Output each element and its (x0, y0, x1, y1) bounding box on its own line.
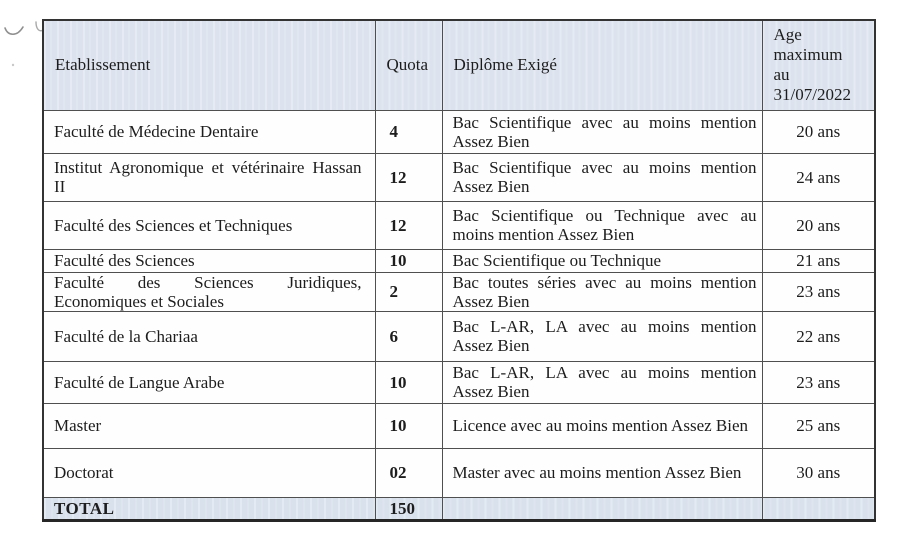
table-row (43, 272, 875, 311)
age-cell: 23 ans (762, 272, 875, 311)
diplome-cell: Bac Scientifique ou Technique (442, 249, 762, 272)
etablissement-cell: Master (43, 403, 375, 448)
age-cell: 20 ans (762, 110, 875, 153)
quota-cell: 4 (375, 110, 442, 153)
column-header-etablissement: Etablissement (43, 20, 375, 110)
quota-cell: 12 (375, 153, 442, 201)
diplome-cell: Licence avec au moins mention Assez Bien (442, 403, 762, 448)
quota-cell: 10 (375, 249, 442, 272)
age-cell: 24 ans (762, 153, 875, 201)
column-header-age-maximum (762, 20, 875, 110)
diplome-cell: Bac Scientifique ou Technique avec au moins mention Assez Bien (442, 201, 762, 249)
diplome-cell: Master avec au moins mention Assez Bien (442, 448, 762, 497)
quota-cell: 10 (375, 361, 442, 403)
quota-cell: 12 (375, 201, 442, 249)
age-cell: 23 ans (762, 361, 875, 403)
quota-cell: 2 (375, 272, 442, 311)
age-cell: 25 ans (762, 403, 875, 448)
total-quota-cell: 150 (375, 497, 442, 520)
table-row (43, 201, 875, 249)
diplome-cell: Bac L-AR, LA avec au moins mention Assez Bien (442, 311, 762, 361)
etablissement-cell: Faculté des Sciences Juridiques, Economiques et Sociales (43, 272, 375, 311)
table-row (43, 153, 875, 201)
quota-cell: 10 (375, 403, 442, 448)
etablissement-cell: Faculté des Sciences et Techniques (43, 201, 375, 249)
etablissement-cell: Faculté des Sciences (43, 249, 375, 272)
total-age-cell-empty (762, 497, 875, 520)
table-row (43, 403, 875, 448)
diplome-cell: Bac Scientifique avec au moins mention Assez Bien (442, 110, 762, 153)
column-header-quota: Quota (375, 20, 442, 110)
total-label-cell: TOTAL (43, 497, 375, 520)
table-row (43, 448, 875, 497)
diplome-cell: Bac Scientifique avec au moins mention Assez Bien (442, 153, 762, 201)
etablissement-cell: Institut Agronomique et vétérinaire Hassan II (43, 153, 375, 201)
etablissement-cell: Faculté de la Chariaa (43, 311, 375, 361)
age-header-line: maximum (773, 45, 843, 65)
etablissement-cell: Doctorat (43, 448, 375, 497)
table-total-row (43, 497, 875, 520)
table-row (43, 311, 875, 361)
age-header-line: Age (773, 25, 802, 45)
diplome-cell: Bac toutes séries avec au moins mention Assez Bien (442, 272, 762, 311)
diplome-cell: Bac L-AR, LA avec au moins mention Assez Bien (442, 361, 762, 403)
age-cell: 30 ans (762, 448, 875, 497)
table-header-row (43, 20, 875, 110)
table-row (43, 110, 875, 153)
table-row (43, 249, 875, 272)
age-header-line: au (773, 65, 790, 85)
quota-cell: 02 (375, 448, 442, 497)
quota-cell: 6 (375, 311, 442, 361)
age-cell: 22 ans (762, 311, 875, 361)
total-diplome-cell-empty (442, 497, 762, 520)
age-cell: 21 ans (762, 249, 875, 272)
etablissement-cell: Faculté de Langue Arabe (43, 361, 375, 403)
table-row (43, 361, 875, 403)
admission-quota-table (42, 19, 876, 522)
age-header-line: 31/07/2022 (773, 85, 851, 105)
etablissement-cell: Faculté de Médecine Dentaire (43, 110, 375, 153)
age-cell: 20 ans (762, 201, 875, 249)
column-header-diplome: Diplôme Exigé (442, 20, 762, 110)
